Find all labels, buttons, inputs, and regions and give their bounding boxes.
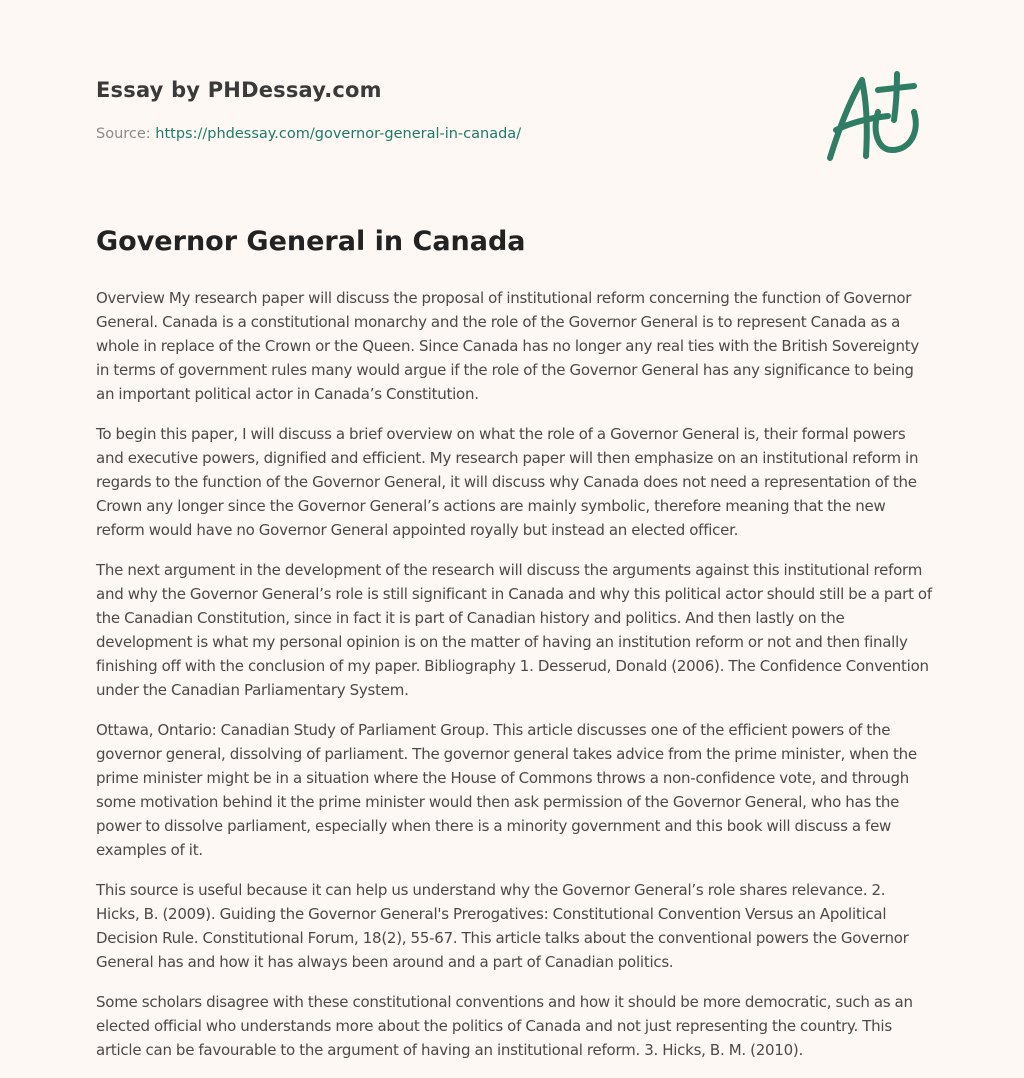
source-label: Source: [96, 126, 156, 142]
paragraph: To begin this paper, I will discuss a brief overview on what the role of a Governor General is, their formal powers and executive powers, dignified and efficient. My research paper will then emphasize on an institutional reform in regards to the function of the Governor General, it will discuss why Canada does not need a representation of the Crown any longer since the Governor General’s actions are mainly symbolic, therefore meaning that the new reform would have no Governor General appointed royally but instead an elected officer. [96, 425, 919, 539]
article-body [96, 286, 932, 1078]
a-plus-grade-icon [822, 70, 928, 166]
paragraph: The next argument in the development of the research will discuss the arguments against this institutional reform and why the Governor General’s role is still significant in Canada and why this political actor should still be a part of the Canadian Constitution, since in fact it is part of Canadian history and politics. And then lastly on the development is what my personal opinion is on the matter of having an institution reform or not and then finally finishing off with the conclusion of my paper. Bibliography 1. Desserud, Donald (2006). The Confidence Convention under the Canadian Parliamentary System. [96, 561, 932, 699]
article-title: Governor General in Canada [96, 226, 526, 257]
paragraph: This source is useful because it can help us understand why the Governor General’s role shares relevance. 2. Hicks, B. (2009). Guiding the Governor General's Prerogatives: Constitutional Convention Versus an Apolitical Decision Rule. Constitutional Forum, 18(2), 55-67. This article talks about the conventional powers the Governor General has and how it has always been around and a part of Canadian politics. [96, 881, 909, 971]
source-link[interactable]: https://phdessay.com/governor-general-in-canada/ [155, 126, 522, 142]
paragraph: Overview My research paper will discuss the proposal of institutional reform concerning the function of Governor General. Canada is a constitutional monarchy and the role of the Governor General is to represent Canada as a whole in replace of the Crown or the Queen. Since Canada has no longer any real ties with the British Sovereignty in terms of government rules many would argue if the role of the Governor General has any significance to being an important political actor in Canada’s Constitution. [96, 289, 919, 403]
site-title: Essay by PHDessay.com [96, 78, 382, 102]
source-line [96, 126, 521, 142]
page-header [96, 70, 928, 170]
paragraph: Some scholars disagree with these constitutional conventions and how it should be more democratic, such as an elected official who understands more about the politics of Canada and not just representing the country. This article can be favourable to the argument of having an institutional reform. 3. Hicks, B. M. (2010). [96, 993, 913, 1059]
paragraph: Ottawa, Ontario: Canadian Study of Parliament Group. This article discusses one of the efficient powers of the governor general, dissolving of parliament. The governor general takes advice from the prime minister, when the prime minister might be in a situation where the House of Commons throws a non-confidence vote, and through some motivation behind it the prime minister would then ask permission of the Governor General, who has the power to dissolve parliament, especially when there is a minority government and this book will discuss a few examples of it. [96, 721, 917, 859]
